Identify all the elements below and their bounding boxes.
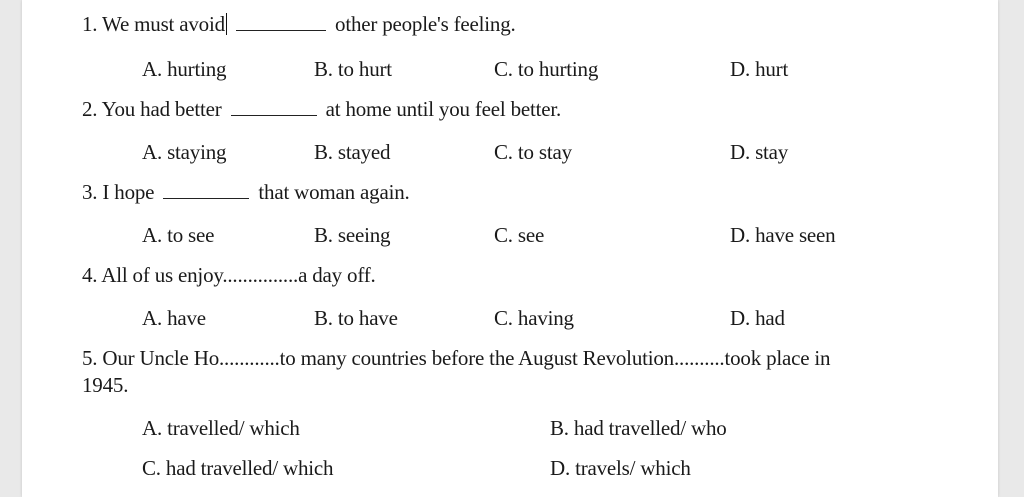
option-c: C. to stay (494, 140, 572, 164)
question-text-after: a day off. (298, 263, 376, 287)
question-5 (82, 346, 830, 371)
option-c: C. having (494, 306, 574, 330)
option-a: A. to see (142, 223, 215, 247)
option-a: A. staying (142, 140, 227, 164)
option-b: B. to have (314, 306, 398, 330)
option-d: D. have seen (730, 223, 836, 247)
option-d: D. had (730, 306, 785, 330)
option-b: B. seeing (314, 223, 391, 247)
answer-blank (236, 16, 326, 31)
option-a: A. travelled/ which (142, 416, 300, 440)
document-page (22, 0, 998, 497)
answer-blank (163, 184, 249, 199)
question-number: 3. (82, 180, 98, 204)
question-text-after: at home until you feel better. (325, 97, 562, 121)
question-4 (82, 263, 376, 288)
text-cursor (226, 13, 227, 35)
question-number: 4. (82, 263, 98, 287)
question-text-after: that woman again. (258, 180, 410, 204)
option-c: C. see (494, 223, 545, 247)
question-text-before: All of us enjoy (101, 263, 223, 287)
question-text-line1: Our Uncle Ho............to many countries before the August Revolution..........took place in (102, 346, 831, 370)
question-number: 1. (82, 12, 98, 36)
question-3 (82, 180, 410, 205)
option-a: A. hurting (142, 57, 227, 81)
answer-blank (231, 101, 317, 116)
option-b: B. to hurt (314, 57, 392, 81)
question-2 (82, 97, 561, 122)
question-number: 5. (82, 346, 98, 370)
option-c: C. to hurting (494, 57, 599, 81)
question-text-before: You had better (101, 97, 222, 121)
option-d: D. hurt (730, 57, 789, 81)
option-b: B. had travelled/ who (550, 416, 727, 440)
question-1 (82, 12, 516, 37)
option-d: D. stay (730, 140, 789, 164)
question-number: 2. (82, 97, 98, 121)
option-c: C. had travelled/ which (142, 456, 334, 480)
question-text-before: I hope (102, 180, 155, 204)
question-text-after: other people's feeling. (335, 12, 516, 36)
answer-blank: ............... (222, 263, 299, 287)
option-a: A. have (142, 306, 206, 330)
option-d: D. travels/ which (550, 456, 691, 480)
question-text-line2: 1945. (82, 373, 129, 397)
question-5-continued (82, 373, 128, 398)
option-b: B. stayed (314, 140, 391, 164)
question-text-before: We must avoid (102, 12, 225, 36)
